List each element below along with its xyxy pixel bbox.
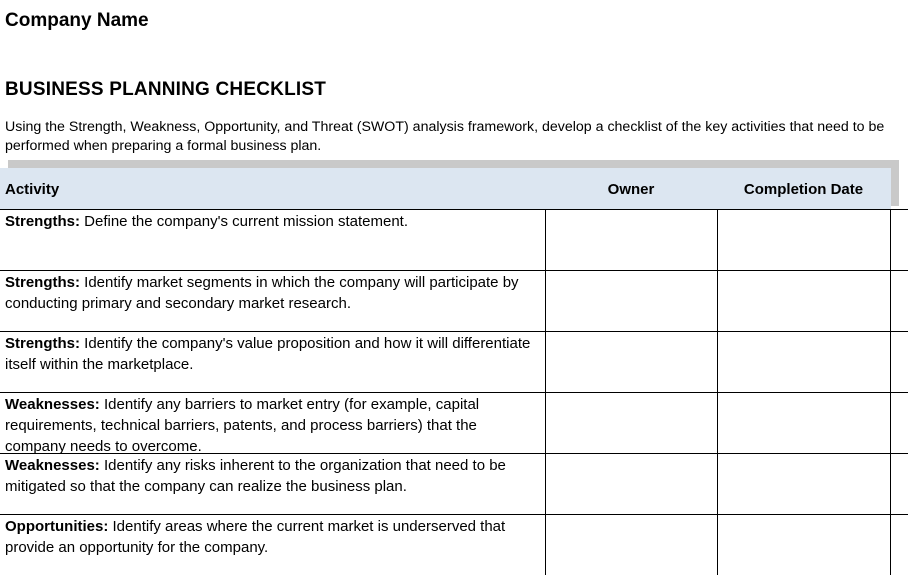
owner-cell[interactable]: [545, 515, 717, 575]
header-owner: Owner: [607, 180, 655, 198]
header-completion-date: Completion Date: [743, 180, 864, 198]
row-edge: [890, 210, 891, 270]
activity-text: Define the company's current mission statement.: [80, 213, 409, 230]
completion-date-cell[interactable]: [717, 515, 890, 575]
owner-cell[interactable]: [545, 332, 717, 392]
row-edge: [890, 454, 891, 514]
activity-cell[interactable]: [5, 516, 540, 558]
activity-cell[interactable]: [5, 211, 540, 232]
activity-cell[interactable]: [5, 455, 540, 497]
table-row: [0, 270, 908, 331]
activity-category: Weaknesses:: [5, 396, 100, 413]
table-row: [0, 514, 908, 575]
header-activity: Activity: [5, 180, 60, 198]
completion-date-cell[interactable]: [717, 454, 890, 514]
table-row: [0, 209, 908, 270]
completion-date-cell[interactable]: [717, 393, 890, 453]
activity-text: Identify the company's value proposition and how it will differentiate itself within the marketplace.: [5, 335, 531, 373]
completion-date-cell[interactable]: [717, 271, 890, 331]
activity-cell[interactable]: [5, 272, 540, 314]
page-title: BUSINESS PLANNING CHECKLIST: [5, 79, 327, 100]
row-edge: [890, 271, 891, 331]
checklist-table: [0, 209, 908, 575]
row-edge: [890, 515, 891, 575]
activity-cell[interactable]: [5, 394, 540, 453]
table-row: [0, 392, 908, 453]
owner-cell[interactable]: [545, 210, 717, 270]
activity-cell[interactable]: [5, 333, 540, 375]
row-edge: [890, 393, 891, 453]
row-edge: [890, 332, 891, 392]
activity-category: Strengths:: [5, 335, 80, 352]
table-header: [0, 168, 891, 210]
activity-category: Strengths:: [5, 213, 80, 230]
activity-category: Strengths:: [5, 274, 80, 291]
table-row: [0, 331, 908, 392]
activity-category: Opportunities:: [5, 518, 109, 535]
owner-cell[interactable]: [545, 454, 717, 514]
completion-date-cell[interactable]: [717, 210, 890, 270]
completion-date-cell[interactable]: [717, 332, 890, 392]
activity-text: Identify areas where the current market is underserved that provide an opportunity for the company.: [5, 518, 506, 556]
table-row: [0, 453, 908, 514]
owner-cell[interactable]: [545, 271, 717, 331]
activity-text: Identify any risks inherent to the organization that need to be mitigated so that the company can realize the business plan.: [5, 457, 506, 495]
activity-text: Identify market segments in which the company will participate by conducting primary and secondary market research.: [5, 274, 519, 312]
activity-category: Weaknesses:: [5, 457, 100, 474]
intro-text: Using the Strength, Weakness, Opportunity, and Threat (SWOT) analysis framework, develop a checklist of the key activities that need to be performed when preparing a formal business plan.: [5, 119, 885, 154]
owner-cell[interactable]: [545, 393, 717, 453]
company-name: Company Name: [5, 10, 149, 31]
activity-text: Identify any barriers to market entry (for example, capital requirements, technical barriers, patents, and process barriers) that the company needs to overcome.: [5, 396, 480, 453]
